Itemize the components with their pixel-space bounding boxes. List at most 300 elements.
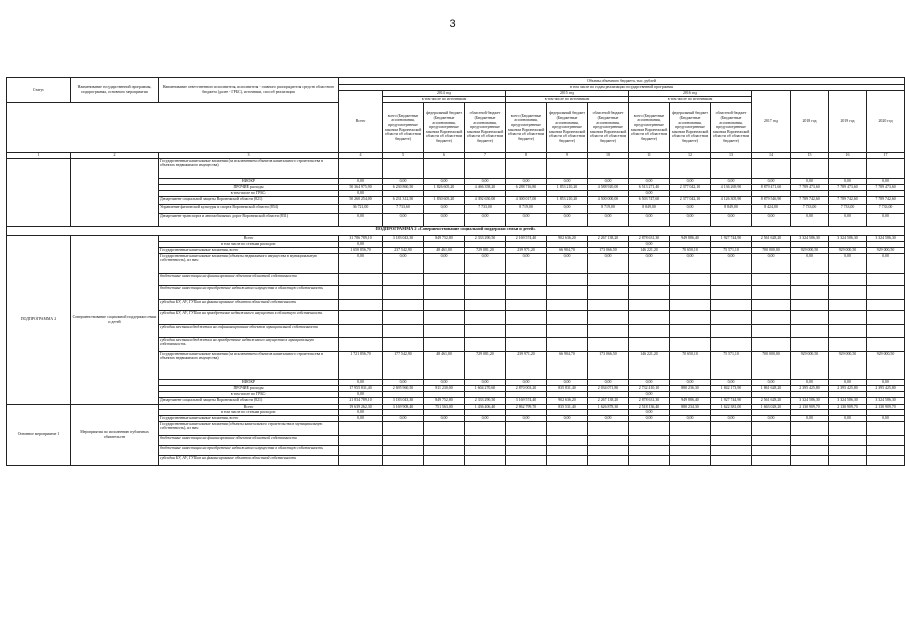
row-value <box>711 324 752 337</box>
row-value: 4 466 358,20 <box>465 184 506 190</box>
row-value <box>506 310 547 324</box>
row-value: 2 267 138,20 <box>588 235 629 241</box>
row-value <box>383 310 424 324</box>
row-value: 17 955 831,40 <box>339 385 383 391</box>
row-value <box>465 310 506 324</box>
row-value: 7 733,60 <box>383 204 424 213</box>
row-value: 0,00 <box>588 379 629 385</box>
row-value <box>829 435 867 445</box>
row-value: 75 571,10 <box>711 247 752 253</box>
row-value <box>829 455 867 465</box>
row-value <box>383 158 424 178</box>
column-index: 11 <box>629 153 670 159</box>
row-value: 0,00 <box>629 213 670 226</box>
row-value <box>588 285 629 299</box>
row-value <box>711 158 752 178</box>
row-value <box>867 310 905 324</box>
row-value <box>711 455 752 465</box>
row-value <box>829 273 867 285</box>
row-label: Департамент социальной защиты Воронежской области (821) <box>159 196 339 204</box>
header-col-federal-2015: федеральный бюджет (Бюджетные ассигнования, предусмотренные законом Воронежской области об областном бюджете) <box>547 103 588 153</box>
row-value: 0,00 <box>465 213 506 226</box>
row-value: 0,00 <box>791 178 829 184</box>
header-executor: Наименование ответственного исполнителя, исполнителя - главного распорядителя средств областного бюджета (далее - ГРБС), источники, способ реализации <box>159 78 339 103</box>
row-value <box>670 285 711 299</box>
row-value <box>424 310 465 324</box>
row-value: 700 000,00 <box>752 247 791 253</box>
row-value <box>670 324 711 337</box>
row-program-name: Совершенствование социальной поддержки семьи и детей <box>71 235 159 404</box>
row-label: в том числе по ГРБС: <box>159 391 339 397</box>
row-value <box>506 455 547 465</box>
row-label: в том числе по статьям расходов: <box>159 410 339 416</box>
row-value: 0,00 <box>547 379 588 385</box>
row-value: 7 789 473,60 <box>791 184 829 190</box>
row-value: 1 927 744,90 <box>711 235 752 241</box>
header-col-obl-2014: областной бюджет (Бюджетные ассигнования, предусмотренные законом Воронежской области об областном бюджете) <box>465 103 506 153</box>
row-value: 0,00 <box>506 253 547 273</box>
row-value: 48 461,00 <box>424 351 465 379</box>
row-value: 849 752,80 <box>424 235 465 241</box>
row-value <box>424 337 465 351</box>
row-value: 0,00 <box>752 178 791 184</box>
row-value <box>339 299 383 310</box>
row-value: 1 436 406,40 <box>465 404 506 410</box>
row-value <box>547 435 588 445</box>
row-value: 8 879 546,90 <box>752 196 791 204</box>
header-by-years: в том числе по годам реализации государственной программы <box>339 85 905 91</box>
row-value <box>424 285 465 299</box>
header-year-2017: 2017 год <box>752 91 791 153</box>
row-value: 3 324 586,30 <box>791 235 829 241</box>
row-value <box>339 435 383 445</box>
row-value <box>711 273 752 285</box>
row-value: 239 971,20 <box>506 351 547 379</box>
row-value <box>791 299 829 310</box>
row-value: 2 518 136,40 <box>629 404 670 410</box>
row-value <box>339 324 383 337</box>
header-col-obl-2015: областной бюджет (Бюджетные ассигнования, предусмотренные законом Воронежской области об областном бюджете) <box>588 103 629 153</box>
row-value <box>829 299 867 310</box>
row-value: 6 231 312,50 <box>383 196 424 204</box>
row-value <box>670 273 711 285</box>
row-value <box>588 158 629 178</box>
row-value <box>424 273 465 285</box>
column-index: 10 <box>588 153 629 159</box>
row-value: 36 721,00 <box>339 204 383 213</box>
row-value: 0,00 <box>829 253 867 273</box>
row-value: 0,00 <box>424 204 465 213</box>
row-value: 0,00 <box>547 415 588 421</box>
row-value <box>829 421 867 435</box>
row-value <box>506 324 547 337</box>
row-value: 0,00 <box>506 415 547 421</box>
row-value <box>629 273 670 285</box>
row-label: Государственные капитальные вложения (за исключением объектов капитального строительства в объектах недвижимого имущества) <box>159 158 339 178</box>
row-value: 3 169 908,40 <box>383 404 424 410</box>
row-value <box>829 285 867 299</box>
row-value: 8 719,00 <box>588 204 629 213</box>
row-value <box>867 421 905 435</box>
header-col-federal-2014: федеральный бюджет (Бюджетные ассигнования, предусмотренные законом Воронежской области об областном бюджете) <box>424 103 465 153</box>
row-value: 0,00 <box>629 391 670 397</box>
budget-table <box>6 77 905 466</box>
row-value: 8 879 471,60 <box>752 184 791 190</box>
row-value: 0,00 <box>829 379 867 385</box>
row-value <box>339 285 383 299</box>
row-value: 2 870 003,20 <box>506 385 547 391</box>
row-value <box>506 158 547 178</box>
row-value: 0,00 <box>711 178 752 184</box>
row-value: 0,00 <box>829 178 867 184</box>
row-value: 0,00 <box>339 379 383 385</box>
column-index: 13 <box>711 153 752 159</box>
row-value: 0,00 <box>829 415 867 421</box>
header-year-2015: 2015 год <box>506 91 629 97</box>
row-value: 811 230,00 <box>424 385 465 391</box>
row-value <box>547 455 588 465</box>
row-value <box>339 158 383 178</box>
row-value <box>339 455 383 465</box>
row-value <box>629 310 670 324</box>
row-label: НИОКР <box>159 178 339 184</box>
column-index: 9 <box>547 153 588 159</box>
header-year-2020: 2020 год <box>867 91 905 153</box>
row-label: Государственные капитальные вложения, всего <box>159 247 339 253</box>
header-program-name: Наименование государственной программы, подпрограммы, основного мероприятия <box>71 78 159 103</box>
row-value: 849 752,80 <box>424 397 465 404</box>
row-label: субсидии местным бюджетам на приобретение недвижимого имущества в муниципальную собственность <box>159 337 339 351</box>
row-value: 7 789 742,60 <box>791 196 829 204</box>
row-value <box>829 158 867 178</box>
row-value <box>629 445 670 455</box>
row-value: 4 136 269,90 <box>711 184 752 190</box>
table-header <box>7 78 905 153</box>
column-index: 12 <box>670 153 711 159</box>
row-label: ПРОЧИЕ расходы <box>159 184 339 190</box>
row-value <box>670 445 711 455</box>
header-col-obl-2016: областной бюджет (Бюджетные ассигнования, предусмотренные законом Воронежской области об областном бюджете) <box>711 103 752 153</box>
row-value <box>629 421 670 435</box>
row-value <box>547 310 588 324</box>
row-value: 1 853 210,20 <box>547 196 588 204</box>
row-value <box>629 285 670 299</box>
row-value: 0,00 <box>465 178 506 184</box>
row-value <box>867 324 905 337</box>
row-value: 146 221,20 <box>629 247 670 253</box>
row-value: 1 622 381,00 <box>711 404 752 410</box>
row-value: 19 639 262,30 <box>339 404 383 410</box>
row-value: 146 221,20 <box>629 351 670 379</box>
column-index: 17 <box>867 153 905 159</box>
header-year-2014: 2014 год <box>383 91 506 97</box>
header-col-total-2015: всего (Бюджетные ассигнования, предусмотренные законом Воронежской области об областном бюджете) <box>506 103 547 153</box>
column-index: 5 <box>383 153 424 159</box>
row-value <box>424 445 465 455</box>
row-value: 902 636,20 <box>547 235 588 241</box>
row-value: 70 650,10 <box>670 351 711 379</box>
row-label: НИОКР <box>159 379 339 385</box>
row-value <box>465 337 506 351</box>
row-value: 0,00 <box>339 253 383 273</box>
row-value: 0,00 <box>791 379 829 385</box>
row-value <box>791 421 829 435</box>
row-value: 3 324 586,30 <box>867 235 905 241</box>
header-incl-2014: в том числе по источникам <box>383 97 506 103</box>
row-value: 4 126 305,90 <box>711 196 752 204</box>
row-value: 0,00 <box>424 379 465 385</box>
row-value: 0,00 <box>506 379 547 385</box>
budget-table-sheet <box>6 77 899 466</box>
row-label: Департамент социальной защиты Воронежской области (821) <box>159 397 339 404</box>
row-value: 880 234,30 <box>670 404 711 410</box>
row-value <box>547 445 588 455</box>
row-value: 0,00 <box>791 415 829 421</box>
row-value <box>670 310 711 324</box>
row-value: 729 081,20 <box>465 247 506 253</box>
row-value: 4 500 000,00 <box>588 196 629 204</box>
row-value: 751 563,00 <box>424 404 465 410</box>
row-value <box>506 337 547 351</box>
row-value <box>791 310 829 324</box>
row-value: 21 834 789,10 <box>339 397 383 404</box>
row-value: 1 842 173,90 <box>711 385 752 391</box>
row-value <box>711 299 752 310</box>
row-value: 1 861 628,20 <box>752 385 791 391</box>
row-value: 173 066,50 <box>588 247 629 253</box>
row-value: 0,00 <box>670 253 711 273</box>
row-value <box>791 324 829 337</box>
row-value: 2 130 909,70 <box>829 404 867 410</box>
row-label: Управление физической культуры и спорта Воронежской области (854) <box>159 204 339 213</box>
row-value: 0,00 <box>424 415 465 421</box>
row-value <box>791 337 829 351</box>
column-index: 1 <box>7 153 71 159</box>
row-value: 880 236,30 <box>670 385 711 391</box>
row-value: 0,00 <box>339 391 383 397</box>
row-value: 8 849,00 <box>629 204 670 213</box>
row-label: бюджетные инвестиции на финансирование объектов областной собственности <box>159 273 339 285</box>
row-value: 1 826 605,20 <box>424 184 465 190</box>
row-value <box>670 421 711 435</box>
column-index: 16 <box>829 153 867 159</box>
row-value: 0,00 <box>711 253 752 273</box>
row-value <box>791 273 829 285</box>
page-number: 3 <box>449 18 456 30</box>
row-value <box>465 421 506 435</box>
row-value <box>670 158 711 178</box>
row-value <box>588 455 629 465</box>
row-value <box>465 299 506 310</box>
header-col-federal-2016: федеральный бюджет (Бюджетные ассигнования, предусмотренные законом Воронежской области об областном бюджете) <box>670 103 711 153</box>
row-label: Государственные капитальные вложения, всего <box>159 415 339 421</box>
row-value: 0,00 <box>547 213 588 226</box>
row-value <box>711 285 752 299</box>
row-value: 0,00 <box>752 415 791 421</box>
row-value <box>711 421 752 435</box>
row-value <box>752 310 791 324</box>
row-value: 0,00 <box>424 213 465 226</box>
row-value: 0,00 <box>465 253 506 273</box>
row-value: 0,00 <box>588 415 629 421</box>
row-value: 66 904,70 <box>547 247 588 253</box>
header-year-2018: 2018 год <box>791 91 829 153</box>
row-value: 949 886,40 <box>670 397 711 404</box>
row-label: субсидии БУ, АУ, ГУПам на финансирование объектов областной собственности <box>159 455 339 465</box>
row-value: 1 830 605,20 <box>424 196 465 204</box>
row-value: 2 395 425,80 <box>829 385 867 391</box>
row-value <box>791 445 829 455</box>
row-value: 2 377 042,10 <box>670 196 711 204</box>
row-value <box>383 285 424 299</box>
row-value: 0,00 <box>711 415 752 421</box>
row-value: 1 853 210,20 <box>547 184 588 190</box>
row-value <box>383 421 424 435</box>
row-value <box>383 455 424 465</box>
row-value <box>791 285 829 299</box>
column-index: 6 <box>424 153 465 159</box>
row-value: 3 183 043,30 <box>383 235 424 241</box>
row-value <box>629 435 670 445</box>
row-value: 0,00 <box>506 213 547 226</box>
row-value: 2 377 042,10 <box>670 184 711 190</box>
row-value: 0,00 <box>629 190 670 196</box>
row-value: 0,00 <box>629 379 670 385</box>
column-index: 7 <box>465 153 506 159</box>
row-value <box>383 435 424 445</box>
row-value <box>752 455 791 465</box>
row-value: 75 571,10 <box>711 351 752 379</box>
row-value: 0,00 <box>752 253 791 273</box>
column-index: 8 <box>506 153 547 159</box>
row-value: 0,00 <box>629 410 670 416</box>
row-value: 0,00 <box>547 204 588 213</box>
row-value: 0,00 <box>383 253 424 273</box>
row-value: 1 626 878,30 <box>588 404 629 410</box>
row-value <box>711 445 752 455</box>
column-index: 15 <box>791 153 829 159</box>
header-col-total-2016: всего (Бюджетные ассигнования, предусмотренные законом Воронежской области об областном бюджете) <box>629 103 670 153</box>
row-value <box>791 455 829 465</box>
row-value: 0,00 <box>629 241 670 247</box>
row-value: 929 000,50 <box>829 351 867 379</box>
row-value: 8 424,00 <box>752 204 791 213</box>
row-value: 2 130 909,70 <box>867 404 905 410</box>
row-value: 6 513 271,40 <box>629 184 670 190</box>
row-value: 6 288 716,80 <box>506 184 547 190</box>
row-value: 3 324 586,30 <box>867 397 905 404</box>
row-label: Всего <box>159 404 339 410</box>
row-value <box>383 445 424 455</box>
row-value: 177 542,90 <box>383 351 424 379</box>
row-value: 929 000,50 <box>867 351 905 379</box>
row-value <box>465 273 506 285</box>
row-value <box>829 337 867 351</box>
row-value: 4 588 920,00 <box>588 184 629 190</box>
row-value: 2 169 574,40 <box>506 235 547 241</box>
row-value <box>339 445 383 455</box>
row-value: 2 878 631,30 <box>629 397 670 404</box>
row-value <box>588 445 629 455</box>
row-value: 0,00 <box>588 178 629 184</box>
row-value <box>465 455 506 465</box>
row-value: 929 000,50 <box>791 351 829 379</box>
row-value: 0,00 <box>867 379 905 385</box>
row-value: 8 849,00 <box>711 204 752 213</box>
row-value: 4 300 017,00 <box>506 196 547 204</box>
row-value <box>791 435 829 445</box>
row-value <box>588 273 629 285</box>
row-value <box>547 273 588 285</box>
row-value: 7 733,00 <box>791 204 829 213</box>
row-value: 3 324 586,30 <box>829 235 867 241</box>
row-value: 66 904,70 <box>547 351 588 379</box>
row-value: 0,00 <box>670 415 711 421</box>
row-value: 729 081,20 <box>465 351 506 379</box>
row-value: 0,00 <box>465 379 506 385</box>
row-value: 2 732 410,10 <box>629 385 670 391</box>
row-value: 2 695 960,50 <box>383 385 424 391</box>
row-value: 0,00 <box>867 253 905 273</box>
row-value: 6 503 747,60 <box>629 196 670 204</box>
row-label: Государственные капитальные вложения (объекты недвижимого имущества в муниципальную собственность), из них: <box>159 253 339 273</box>
row-value: 0,00 <box>791 213 829 226</box>
row-value: 929 000,50 <box>829 247 867 253</box>
row-label: бюджетные инвестиции на приобретение недвижимого имущества в областную собственность <box>159 445 339 455</box>
row-value: 7 789 473,60 <box>829 184 867 190</box>
row-value <box>588 310 629 324</box>
row-value: 0,00 <box>670 204 711 213</box>
row-value: 7 789 473,60 <box>867 184 905 190</box>
row-value <box>867 158 905 178</box>
row-value: 1 663 028,20 <box>752 404 791 410</box>
row-value: 0,00 <box>629 415 670 421</box>
column-index: 4 <box>339 153 383 159</box>
row-value: 0,00 <box>506 178 547 184</box>
row-label: субсидии местным бюджетам на софинансирование объектов муниципальной собственности <box>159 324 339 337</box>
row-program-name <box>71 158 159 226</box>
header-budget-volume: Объемы объемного бюджета, тыс. рублей <box>339 78 905 85</box>
row-value: 7 733,00 <box>465 204 506 213</box>
row-label: Департамент транспорта и автомобильных дорог Воронежской области (831) <box>159 213 339 226</box>
table-body <box>7 153 905 466</box>
row-value: 2 267 138,20 <box>588 397 629 404</box>
row-value: 3 169 574,40 <box>506 397 547 404</box>
row-value: 50 260 254,00 <box>339 196 383 204</box>
row-value: 2 333 290,50 <box>465 235 506 241</box>
row-value <box>711 310 752 324</box>
row-value <box>465 285 506 299</box>
row-value <box>629 299 670 310</box>
row-value <box>339 337 383 351</box>
row-value: 1 927 744,90 <box>711 397 752 404</box>
row-value: 949 886,40 <box>670 235 711 241</box>
column-index: 3 <box>159 153 339 159</box>
header-status: Статус <box>7 78 71 103</box>
row-value <box>424 455 465 465</box>
row-value: 835 831,40 <box>547 385 588 391</box>
row-status: Основное мероприятие 1 <box>7 404 71 465</box>
row-value <box>547 158 588 178</box>
row-value <box>383 324 424 337</box>
row-value <box>547 285 588 299</box>
row-value <box>867 455 905 465</box>
header-year-2016: 2016 год <box>629 91 752 97</box>
row-value: 0,00 <box>629 178 670 184</box>
row-value: 1 650 856,70 <box>339 247 383 253</box>
row-value: 8 719,00 <box>506 204 547 213</box>
row-label: в том числе по ГРБС: <box>159 190 339 196</box>
